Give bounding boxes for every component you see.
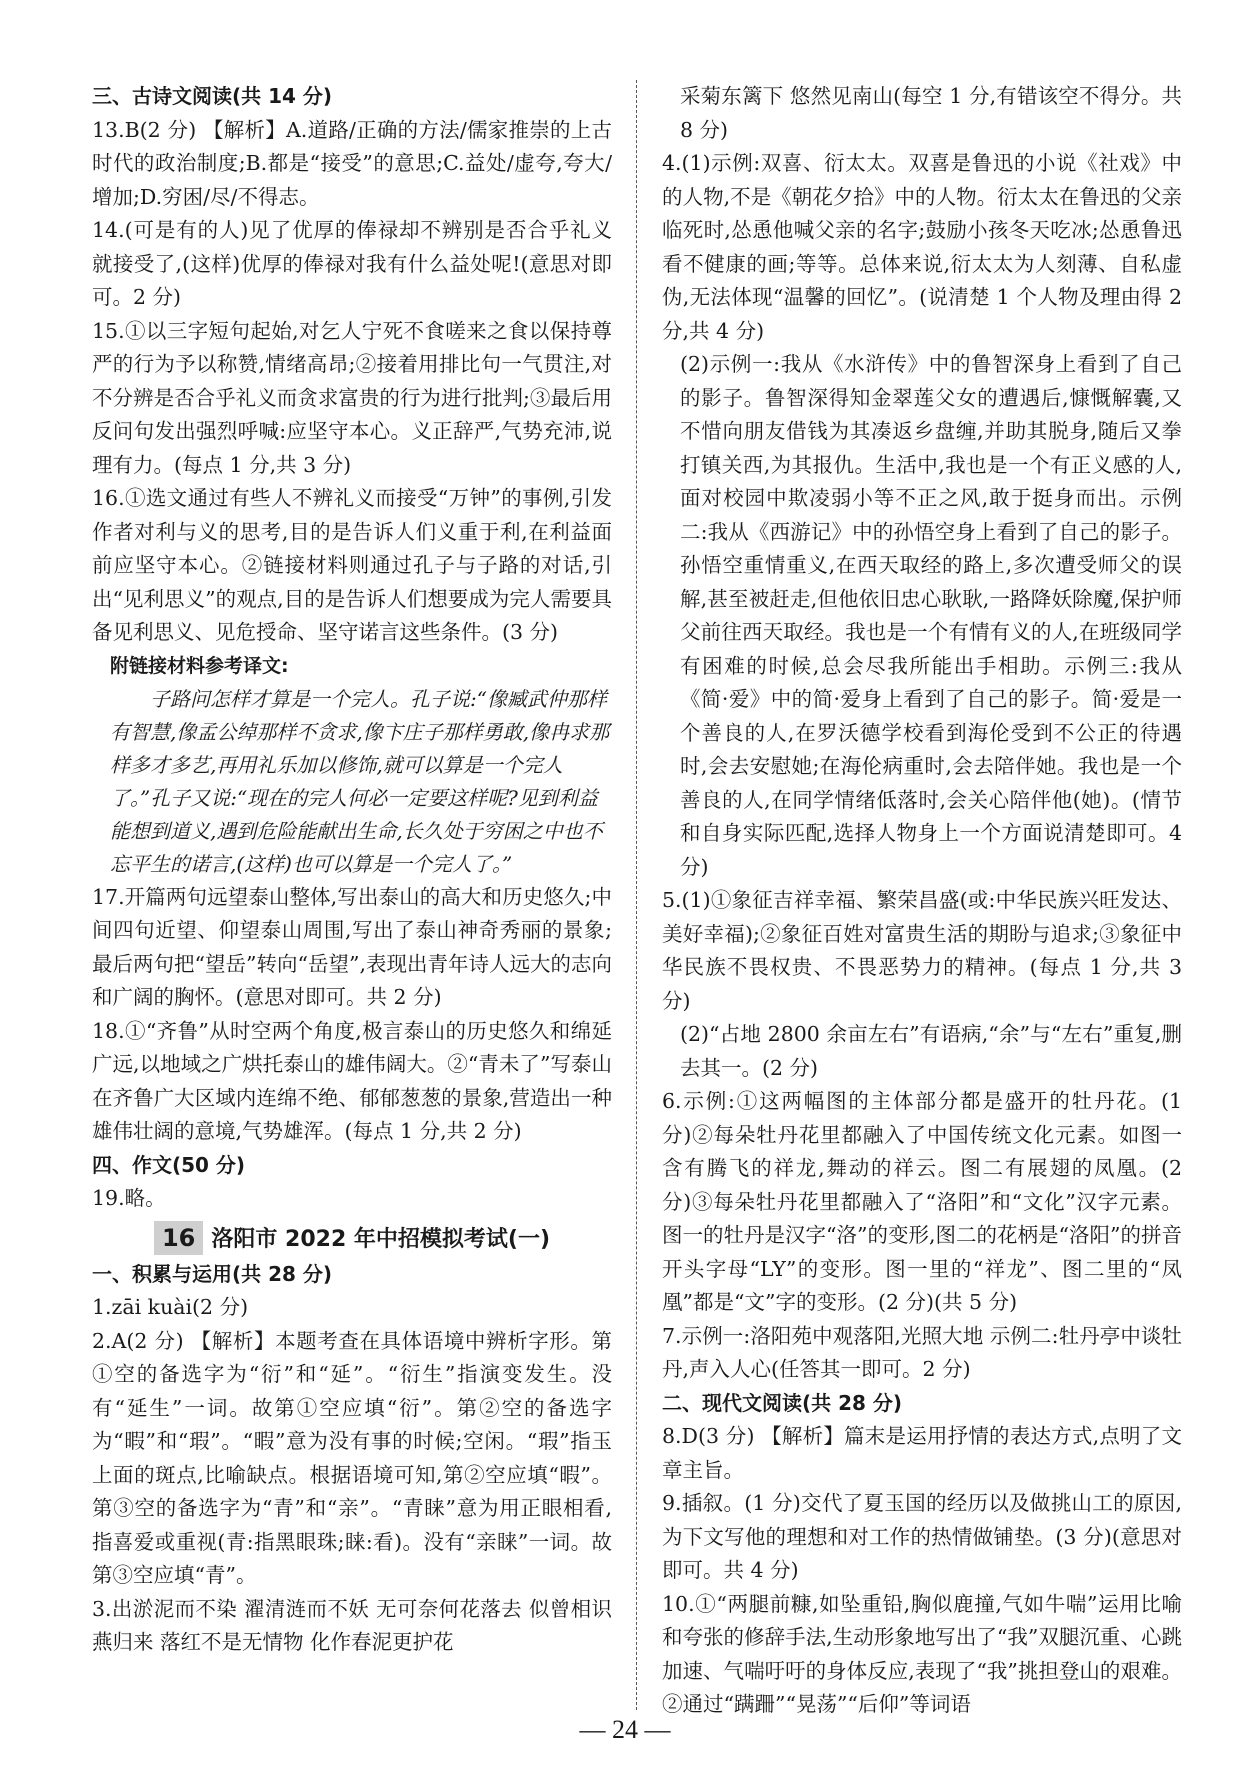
page-number: — 24 — [579, 1715, 671, 1744]
answer-9: 9.插叙。(1 分)交代了夏玉国的经历以及做挑山工的原因,为下文写他的理想和对工作的热情做铺垫。(3 分)(意思对即可。共 4 分) [662, 1491, 1182, 1582]
answer-5-part1: 5.(1)①象征吉祥幸福、繁荣昌盛(或:中华民族兴旺发达、美好幸福);②象征百姓对富贵生活的期盼与追求;③象征中华民族不畏权贵、不畏恶势力的精神。(每点 1 分,共 3 分) [662, 888, 1182, 1013]
exam-number-badge: 16 [154, 1221, 203, 1255]
answer-1: 1.zāi kuài(2 分) [92, 1295, 249, 1319]
answer-10: 10.①“两腿前糠,如坠重铅,胸似鹿撞,气如牛喘”运用比喻和夸张的修辞手法,生动形象地写出了“我”双腿沉重、心跳加速、气喘吁吁的身体反应,表现了“我”挑担登山的艰难。②通过“蹒跚”“晃荡”“后仰”等词语 [662, 1591, 1182, 1716]
answer-3: 3.出淤泥而不染 濯清涟而不妖 无可奈何花落去 似曾相识燕归来 落红不是无情物 化作春泥更护花 [92, 1596, 612, 1654]
section-heading-modern-reading: 二、现代文阅读(共 28 分) [662, 1390, 903, 1415]
answer-16: 16.①选文通过有些人不辨礼义而接受“万钟”的事例,引发作者对利与义的思考,目的是告诉人们义重于利,在利益面前应坚守本心。②链接材料则通过孔子与子路的对话,引出“见利思义”的观点,目的是告诉人们想要成为完人需要具备见利思义、见危授命、坚守诺言这些条件。(3 分) [92, 486, 612, 644]
answer-19: 19.略。 [92, 1186, 166, 1210]
translation-title: 附链接材料参考译文: [110, 654, 289, 677]
section-heading-accumulation: 一、积累与运用(共 28 分) [92, 1261, 333, 1286]
exam-title-banner [92, 1220, 612, 1256]
answer-7: 7.示例一:洛阳苑中观落阳,光照大地 示例二:牡丹亭中谈牡丹,声入人心(任答其一即可。2 分) [662, 1323, 1182, 1381]
answer-4-part2: (2)示例一:我从《水浒传》中的鲁智深身上看到了自己的影子。鲁智深得知金翠莲父女的遭遇后,慷慨解囊,又不惜向朋友借钱为其凑返乡盘缠,并助其脱身,随后又拳打镇关西,为其报仇。生活中,我也是一个有正义感的人,面对校园中欺凌弱小等不正之风,敢于挺身而出。示例二:我从《西游记》中的孙悟空身上看到了自己的影子。孙悟空重情重义,在西天取经的路上,多次遭受师父的误解,甚至被赶走,但他依旧忠心耿耿,一路降妖除魔,保护师父前往西天取经。我也是一个有情有义的人,在班级同学有困难的时候,总会尽我所能出手相助。示例三:我从《简·爱》中的简·爱身上看到了自己的影子。简·爱是一个善良的人,在罗沃德学校看到海伦受到不公正的待遇时,会去安慰她;在海伦病重时,会去陪伴她。我也是一个善良的人,在同学情绪低落时,会关心陪伴他(她)。(情节和自身实际匹配,选择人物身上一个方面说清楚即可。4 分) [680, 352, 1182, 879]
answer-3-continued: 采菊东篱下 悠然见南山(每空 1 分,有错该空不得分。共 8 分) [680, 84, 1182, 142]
section-heading-composition: 四、作文(50 分) [92, 1152, 246, 1177]
answer-8: 8.D(3 分) 【解析】篇末是运用抒情的表达方式,点明了文章主旨。 [662, 1424, 1182, 1482]
answer-13: 13.B(2 分) 【解析】A.道路/正确的方法/儒家推崇的上古时代的政治制度;B.都是“接受”的意思;C.益处/虚夸,夸大/增加;D.穷困/尽/不得志。 [92, 117, 612, 209]
answer-18: 18.①“齐鲁”从时空两个角度,极言泰山的历史悠久和绵延广远,以地域之广烘托泰山的雄伟阔大。②“青未了”写泰山在齐鲁广大区域内连绵不绝、郁郁葱葱的景象,营造出一种雄伟壮阔的意境,气势雄浑。(每点 1 分,共 2 分) [92, 1018, 612, 1143]
exam-title: 洛阳市 2022 年中招模拟考试(一) [211, 1227, 551, 1252]
column-divider [636, 80, 637, 1710]
right-column [662, 80, 1182, 1722]
answer-17: 17.开篇两句远望泰山整体,写出泰山的高大和历史悠久;中间四句近望、仰望泰山周围,写出了泰山神奇秀丽的景象;最后两句把“望岳”转向“岳望”,表现出青年诗人远大的志向和广阔的胸怀。(意思对即可。共 2 分) [92, 884, 612, 1009]
left-column [92, 80, 612, 1660]
answer-5-part2: (2)“占地 2800 余亩左右”有语病,“余”与“左右”重复,删去其一。(2 分) [680, 1022, 1182, 1080]
translation-text: 子路问怎样才算是一个完人。孔子说:“像臧武仲那样有智慧,像孟公绰那样不贪求,像卞庄子那样勇敢,像冉求那样多才多艺,再用礼乐加以修饰,就可以算是一个完人了。”孔子又说:“现在的完人何必一定要这样呢?见到利益能想到道义,遇到危险能献出生命,长久处于穷困之中也不忘平生的诺言,(这样)也可以算是一个完人了。” [110, 686, 610, 876]
section-heading-classical-reading: 三、古诗文阅读(共 14 分) [92, 84, 333, 108]
answer-14: 14.(可是有的人)见了优厚的俸禄却不辨别是否合乎礼义就接受了,(这样)优厚的俸禄对我有什么益处呢!(意思对即可。2 分) [92, 218, 612, 309]
answer-4-part1: 4.(1)示例:双喜、衍太太。双喜是鲁迅的小说《社戏》中的人物,不是《朝花夕拾》中的人物。衍太太在鲁迅的父亲临死时,怂恿他喊父亲的名字;鼓励小孩冬天吃冰;怂恿鲁迅看不健康的画;等等。总体来说,衍太太为人刻薄、自私虚伪,无法体现“温馨的回忆”。(说清楚 1 个人物及理由得 2 分,共 4 分) [662, 151, 1182, 343]
answer-6: 6.示例:①这两幅图的主体部分都是盛开的牡丹花。(1 分)②每朵牡丹花里都融入了中国传统文化元素。如图一含有腾飞的祥龙,舞动的祥云。图二有展翅的凤凰。(2 分)③每朵牡丹花里都融入了“洛阳”和“文化”汉字元素。图一的牡丹是汉字“洛”的变形,图二的花柄是“洛阳”的拼音开头字母“LY”的变形。图一里的“祥龙”、图二里的“凤凰”都是“文”字的变形。(2 分)(共 5 分) [662, 1089, 1182, 1314]
answer-2: 2.A(2 分) 【解析】本题考查在具体语境中辨析字形。第①空的备选字为“衍”和“延”。“衍生”指演变发生。没有“延生”一词。故第①空应填“衍”。第②空的备选字为“暇”和“瑕”。“暇”意为没有事的时候;空闲。“瑕”指玉上面的斑点,比喻缺点。根据语境可知,第②空应填“暇”。第③空的备选字为“青”和“亲”。“青睐”意为用正眼相看,指喜爱或重视(青:指黑眼珠;睐:看)。没有“亲睐”一词。故第③空应填“青”。 [92, 1328, 612, 1587]
answer-15: 15.①以三字短句起始,对乞人宁死不食嗟来之食以保持尊严的行为予以称赞,情绪高昂;②接着用排比句一气贯注,对不分辨是否合乎礼义而贪求富贵的行为进行批判;③最后用反问句发出强烈呼喊:应坚守本心。义正辞严,气势充沛,说理有力。(每点 1 分,共 3 分) [92, 318, 612, 477]
